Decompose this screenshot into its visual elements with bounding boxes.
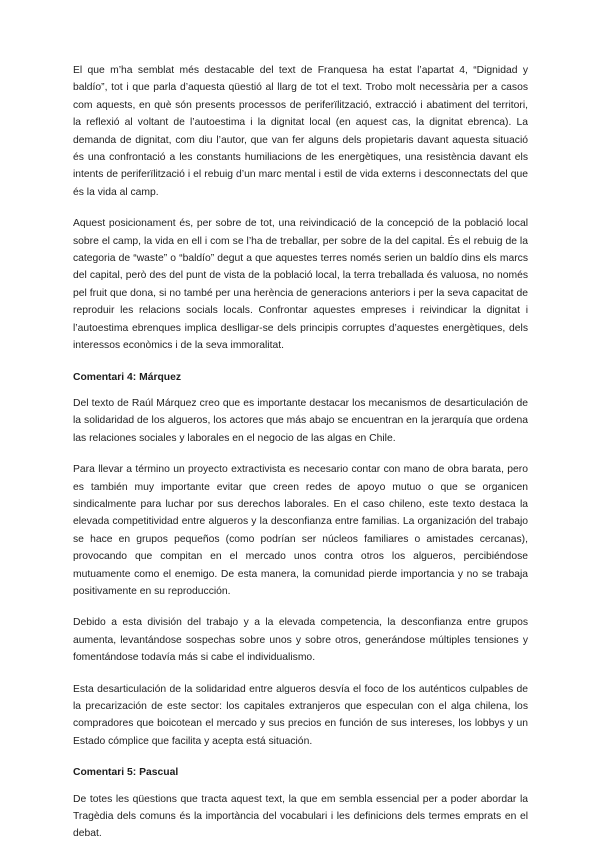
paragraph: Esta desarticulación de la solidaridad entre algueros desvía el foco de los auténticos culpables de la precarización de este sector: los capitales extranjeros que especulan con el alga chilena, los compradores que boicotean el mercado y sus precios en función de sus intereses, los lobbys y un Estado cómplice que facilita y acepta está situación. xyxy=(73,683,528,747)
section-heading-comentari-4: Comentari 4: Márquez xyxy=(73,371,182,383)
section-heading-comentari-5: Comentari 5: Pascual xyxy=(73,767,179,779)
paragraph: De totes les qüestions que tracta aquest text, la que em sembla essencial per a poder abordar la Tragèdia dels comuns és la importància del vocabulari i les definicions dels termes emprats en el debat. xyxy=(73,793,528,840)
paragraph: El que m’ha semblat més destacable del text de Franquesa ha estat l’apartat 4, “Dignidad y baldío”, tot i que parla d’aquesta qüestió al llarg de tot el text. Trobo molt necessària per a casos com aquests, en què són presents processos de periferïlització, extracció i abatiment del territori, la reflexió al voltant de l’autoestima i la dignitat local (en aquest cas, la dignitat ebrenca). La demanda de dignitat, com diu l’autor, que van fer alguns dels propietaris davant aquesta situació és una confrontació a les constants humiliacions de les energètiques, una resistència davant els intents de periferïlització i el rebuig d’un marc mental i estil de vida externs i desconnectats del que és la vida al camp. xyxy=(73,65,528,198)
document-page xyxy=(73,62,528,857)
paragraph: Del texto de Raúl Márquez creo que es importante destacar los mecanismos de desarticulación de la solidaridad de los algueros, los actores que más abajo se encuentran en la jerarquía que ordena las relaciones sociales y laborales en el negocio de las algas en Chile. xyxy=(73,397,528,444)
paragraph: Aquest posicionament és, per sobre de tot, una reivindicació de la concepció de la població local sobre el camp, la vida en ell i com se l’ha de treballar, per sobre de la del capital. És el rebuig de la categoria de “waste” o “baldío” degut a que aquestes terres només serien un baldío dins els marcs del capital, però des del punt de vista de la població local, la terra treballada és valuosa, no només pel fruit que dona, si no també per una herència de generacions anteriors i per la seva capacitat de reproduir les relacions socials locals. Confrontar aquestes empreses i reivindicar la dignitat i l’autoestima ebrenques implica deslligar-se dels principis corruptes d’aquestes energètiques, dels interessos econòmics i de la seva immoralitat. xyxy=(73,218,528,352)
paragraph: Para llevar a término un proyecto extractivista es necesario contar con mano de obra barata, pero es también muy importante evitar que creen redes de apoyo mutuo o que se organicen sindicalmente para luchar por sus derechos laborales. En el caso chileno, este texto destaca la elevada competitividad entre algueros y la desconfianza entre familias. La organización del trabajo se hace en grupos pequeños (como podrían ser núcleos familiares o amistades cercanas), provocando que compitan en el mercado unos contra otros los algueros, percibiéndose mutuamente como el enemigo. De esta manera, la comunidad pierde importancia y no se trabaja positivamente en su reproducción. xyxy=(73,464,528,597)
paragraph: Debido a esta división del trabajo y a la elevada competencia, la desconfianza entre grupos aumenta, levantándose sospechas sobre unos y sobre otros, generándose múltiples tensiones y fomentándose todavía más si cabe el individualismo. xyxy=(73,617,528,664)
